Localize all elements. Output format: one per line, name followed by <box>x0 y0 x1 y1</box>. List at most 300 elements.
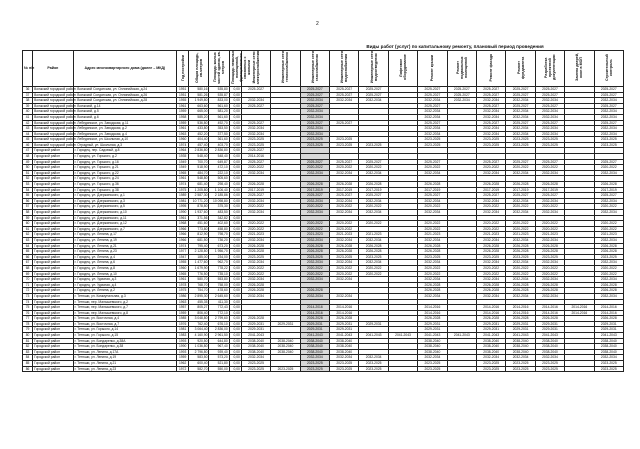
row-district: Городской район <box>33 260 74 266</box>
row-address: г. Тетюши, ул. Восточная, д.4 <box>73 316 176 322</box>
row-living-area: 377,50 <box>209 131 229 137</box>
row-nonliving-area: 0,00 <box>229 299 241 305</box>
row-work-13: 2025-2027 <box>594 193 623 199</box>
row-work-7: 2029-2031 <box>418 327 447 333</box>
row-work-13: 2023-2025 <box>594 254 623 260</box>
row-work-7: 2032-2034 <box>418 210 447 216</box>
row-total-area: 185,00 <box>189 254 209 260</box>
row-address: г. Лебедянское, ул. Заводская, д.4 <box>73 131 176 137</box>
row-work-1: 2029-2031 <box>241 321 270 327</box>
row-work-2: 2029-2031 <box>271 321 300 327</box>
row-work-3: 2020-2022 <box>300 221 329 227</box>
row-district: Городской район <box>33 176 74 182</box>
row-year: 1955 <box>177 260 189 266</box>
row-number: 80 <box>23 333 33 339</box>
row-work-13: 2032-2034 <box>594 210 623 216</box>
row-district: Городской район <box>33 271 74 277</box>
row-total-area: 451,60 <box>189 221 209 227</box>
row-work-10: 2026-2028 <box>506 316 535 322</box>
row-year: 1976 <box>177 321 189 327</box>
row-work-1: 2023-2025 <box>241 361 270 367</box>
row-year: 1978 <box>177 282 189 288</box>
row-work-11: 2041-2043 <box>535 333 564 339</box>
row-living-area: 2 185,86 <box>209 193 229 199</box>
row-work-2: 2023-2025 <box>271 366 300 372</box>
row-nonliving-area: 0,00 <box>229 159 241 165</box>
row-living-area: 234,00 <box>209 254 229 260</box>
row-year: 1959 <box>177 109 189 115</box>
row-work-1: 2026-2028 <box>241 182 270 188</box>
row-living-area: 772,43 <box>209 305 229 311</box>
row-work-3: 2032-2034 <box>300 98 329 104</box>
row-work-7: 2032-2034 <box>418 237 447 243</box>
row-work-10: 2026-2028 <box>506 243 535 249</box>
row-living-area: 550,00 <box>209 366 229 372</box>
row-work-11: 2026-2028 <box>535 288 564 294</box>
row-living-area: 673,20 <box>209 243 229 249</box>
row-district: Городской район <box>33 299 74 305</box>
row-work-13: 2020-2022 <box>594 165 623 171</box>
row-work-10: 2020-2022 <box>506 165 535 171</box>
row-work-13: 2026-2028 <box>594 316 623 322</box>
row-living-area: 10 098,80 <box>209 198 229 204</box>
row-work-13: 2032-2034 <box>594 293 623 299</box>
row-number: 86 <box>23 366 33 372</box>
row-living-area: 548,40 <box>209 154 229 160</box>
row-work-11: 2025-2027 <box>535 120 564 126</box>
row-work-13: 2023-2025 <box>594 366 623 372</box>
row-district: Городской район <box>33 366 74 372</box>
row-work-10: 2025-2027 <box>506 159 535 165</box>
row-address: г. Волжский Солдатская, ул. Оллинийская, д.24 <box>73 86 176 92</box>
row-living-area: 561,60 <box>209 114 229 120</box>
row-work-7: 2032-2034 <box>418 355 447 361</box>
row-address: г. Городец, ул. Горького, д.36 <box>73 182 176 188</box>
row-work-10: 2032-2034 <box>506 114 535 120</box>
row-work-5: 2023-2025 <box>359 254 388 260</box>
row-total-area: 773,80 <box>189 226 209 232</box>
row-work-12 <box>565 366 594 372</box>
row-address: г. Городец, ул. Горького, д.24 <box>73 176 176 182</box>
row-year: 1974 <box>177 182 189 188</box>
row-nonliving-area: 0,00 <box>229 109 241 115</box>
row-work-4: 2023-2025 <box>330 361 359 367</box>
row-work-2: 2038-2040 <box>271 349 300 355</box>
row-work-9: 2032-2034 <box>477 98 506 104</box>
row-year: 1985 <box>177 316 189 322</box>
row-total-area: 1 477,60 <box>189 260 209 266</box>
row-work-3: 2023-2025 <box>300 254 329 260</box>
row-work-7: 2032-2034 <box>418 98 447 104</box>
row-number: 65 <box>23 249 33 255</box>
row-work-5: 2023-2025 <box>359 366 388 372</box>
row-number: 52 <box>23 176 33 182</box>
row-work-11: 2020-2022 <box>535 226 564 232</box>
row-address: г. Городец, ул. Дзержинского, д.10 <box>73 210 176 216</box>
row-work-7: 2038-2040 <box>418 344 447 350</box>
row-work-9: 2020-2022 <box>477 271 506 277</box>
row-work-10: 2032-2034 <box>506 277 535 283</box>
row-work-9: 2038-2040 <box>477 338 506 344</box>
row-work-10: 2029-2031 <box>506 321 535 327</box>
row-district: Городской район <box>33 226 74 232</box>
row-work-11: 2026-2028 <box>535 316 564 322</box>
row-district: Городской район <box>33 182 74 188</box>
row-work-5: 2032-2034 <box>359 355 388 361</box>
row-district: Городской район <box>33 288 74 294</box>
row-year: 1981 <box>177 327 189 333</box>
row-number: 83 <box>23 349 33 355</box>
row-total-area: 404,40 <box>189 137 209 143</box>
row-year: 1966 <box>177 232 189 238</box>
row-work-13: 2032-2034 <box>594 114 623 120</box>
row-total-area: 582,70 <box>189 366 209 372</box>
row-work-13: 2038-2040 <box>594 338 623 344</box>
row-total-area: 1 937,60 <box>189 210 209 216</box>
row-address: г. Тетюши, пер. Малышевского, д.7 <box>73 305 176 311</box>
row-work-9: 2026-2028 <box>477 243 506 249</box>
row-total-area: 4 160,90 <box>189 333 209 339</box>
row-living-area: 458,80 <box>209 226 229 232</box>
row-total-area: 2 836,80 <box>189 148 209 154</box>
row-address: г. Городец, ул. Ленина, д.2 <box>73 288 176 294</box>
row-living-area: 553,80 <box>209 277 229 283</box>
row-year: 1993 <box>177 349 189 355</box>
row-work-12: 2014-2016 <box>565 305 594 311</box>
row-number: 78 <box>23 321 33 327</box>
row-nonliving-area: 0,00 <box>229 310 241 316</box>
row-work-11: 2025-2027 <box>535 193 564 199</box>
row-address: г. Тетюши, ул. Ленина, д.19 <box>73 355 176 361</box>
row-work-10: 2023-2025 <box>506 366 535 372</box>
row-number: 61 <box>23 226 33 232</box>
row-work-3: 2014-2016 <box>300 305 329 311</box>
row-work-3: 2032-2034 <box>300 109 329 115</box>
row-work-13: 2025-2027 <box>594 120 623 126</box>
row-work-5: 2025-2027 <box>359 86 388 92</box>
row-work-5: 2026-2028 <box>359 182 388 188</box>
row-number: 74 <box>23 299 33 305</box>
row-work-4: 2021-2023 <box>330 232 359 238</box>
header-row <box>23 51 624 87</box>
row-work-9: 2032-2034 <box>477 114 506 120</box>
row-living-area: 967,40 <box>209 344 229 350</box>
row-district: Волжский городской район <box>34 120 76 125</box>
row-work-9: 2014-2016 <box>477 305 506 311</box>
row-work-9: 2017-2019 <box>477 187 506 193</box>
row-district: Городской район <box>33 187 74 193</box>
row-work-13: 2032-2034 <box>594 355 623 361</box>
row-work-1: 2038-2040 <box>241 349 270 355</box>
row-work-7: 2023-2025 <box>418 142 447 148</box>
row-work-1: 2023-2025 <box>241 366 270 372</box>
row-work-11: 2023-2025 <box>535 142 564 148</box>
row-year: 1949 <box>177 159 189 165</box>
row-address: г. Городец, ул. Дзержинского, д.12 <box>73 221 176 227</box>
row-work-3: 2025-2027 <box>300 159 329 165</box>
row-year: 1965 <box>177 271 189 277</box>
row-work-7: 2021-2023 <box>418 232 447 238</box>
row-year: 1993 <box>177 338 189 344</box>
row-work-4: 2025-2027 <box>330 86 359 92</box>
row-total-area: 1 949,80 <box>189 98 209 104</box>
row-work-7: 2025-2027 <box>418 120 447 126</box>
row-living-area: 833,00 <box>209 98 229 104</box>
row-work-7: 2032-2034 <box>418 293 447 299</box>
row-year: 1958 <box>177 114 189 120</box>
col-header-work-13: Строительный контроль <box>594 51 623 87</box>
col-header-work-9: Ремонт фасада <box>477 51 506 87</box>
row-work-10: 2029-2031 <box>506 327 535 333</box>
row-number: 54 <box>23 187 33 193</box>
row-district: Городской район <box>33 232 74 238</box>
row-work-11: 2032-2034 <box>535 277 564 283</box>
row-work-11: 2038-2040 <box>535 349 564 355</box>
row-living-area: 1 956,70 <box>209 249 229 255</box>
col-header-living-area: Площадь жилых частей здания, кв. метров <box>209 51 229 87</box>
row-work-7: 2032-2034 <box>418 131 447 137</box>
row-work-3: 2029-2031 <box>300 327 329 333</box>
row-number: 76 <box>23 310 33 316</box>
row-total-area: 812,90 <box>189 232 209 238</box>
row-address: г. Городец, ул. Горького, д.2 <box>73 154 176 160</box>
row-work-4: 2029-2031 <box>330 321 359 327</box>
row-work-10: 2025-2027 <box>506 103 535 109</box>
row-living-area: 505,60 <box>209 176 229 182</box>
row-year: 1986 <box>177 293 189 299</box>
row-work-3: 2025-2027 <box>300 193 329 199</box>
row-work-7: 2014-2016 <box>418 310 447 316</box>
row-address: г. Городец, ул. Дзержинского, д.11 <box>73 215 176 221</box>
row-work-9: 2032-2034 <box>477 260 506 266</box>
row-work-9: 2025-2027 <box>477 193 506 199</box>
row-work-7: 2020-2022 <box>418 265 447 271</box>
row-number: 68 <box>23 265 33 271</box>
row-work-7: 2032-2034 <box>418 198 447 204</box>
col-header-district: Район <box>33 51 74 87</box>
row-number: 62 <box>23 232 33 238</box>
row-district: Городской район <box>33 355 74 361</box>
row-work-11: 2032-2034 <box>535 293 564 299</box>
row-work-9: 2032-2034 <box>477 293 506 299</box>
row-work-8 <box>447 366 476 372</box>
row-address: г. Городец, ул. Горького, д.22 <box>73 170 176 176</box>
row-district: Городской район <box>33 333 74 339</box>
row-work-4: 2023-2025 <box>330 137 359 143</box>
row-work-9: 2032-2034 <box>477 210 506 216</box>
row-total-area: 600,40 <box>189 361 209 367</box>
row-district: Городской район <box>33 344 74 350</box>
row-year: 1961 <box>177 176 189 182</box>
row-work-4: 2032-2034 <box>330 170 359 176</box>
row-work-13: 2020-2022 <box>594 221 623 227</box>
row-work-3: 2032-2034 <box>300 114 329 120</box>
row-work-1: 2032-2034 <box>241 260 270 266</box>
row-living-area: 375,30 <box>209 204 229 210</box>
row-work-1: 2014-2016 <box>241 154 270 160</box>
row-nonliving-area: 0,00 <box>229 120 241 126</box>
row-work-10: 2020-2022 <box>506 226 535 232</box>
row-year: 1961 <box>177 215 189 221</box>
row-work-13: 2026-2028 <box>594 243 623 249</box>
row-district: Городской район <box>33 338 74 344</box>
row-nonliving-area: 0,00 <box>229 260 241 266</box>
row-work-4: 2032-2034 <box>330 277 359 283</box>
row-work-4: 2020-2022 <box>330 265 359 271</box>
row-work-7: 2026-2028 <box>418 243 447 249</box>
row-work-5: 2025-2027 <box>359 92 388 98</box>
row-number: 59 <box>23 215 33 221</box>
row-address: г. Городец, ул. Горького, д.16 <box>73 159 176 165</box>
row-work-9: 2025-2027 <box>477 92 506 98</box>
row-work-3: 2025-2027 <box>300 92 329 98</box>
row-work-1: 2032-2034 <box>241 210 270 216</box>
row-nonliving-area: 0,00 <box>229 221 241 227</box>
row-work-9: 2020-2022 <box>477 265 506 271</box>
row-work-13: 2025-2027 <box>594 159 623 165</box>
row-living-area: 472,10 <box>209 165 229 171</box>
row-year: 1949 <box>177 165 189 171</box>
row-total-area: 3 048,80 <box>189 316 209 322</box>
row-work-1: 2023-2025 <box>241 142 270 148</box>
row-nonliving-area: 0,00 <box>229 293 241 299</box>
row-work-10: 2023-2025 <box>506 254 535 260</box>
row-work-11: 2032-2034 <box>535 170 564 176</box>
row-work-9: 2032-2034 <box>477 277 506 283</box>
row-number: 47 <box>23 148 33 154</box>
row-work-1: 2032-2034 <box>241 131 270 137</box>
row-number: 72 <box>23 288 33 294</box>
row-address: г. Тетюши, пер. Малышевского, д.8 <box>73 310 176 316</box>
row-year: 1974 <box>177 142 189 148</box>
row-work-7: 2020-2022 <box>418 226 447 232</box>
row-address: г. Лебедянское, ул. Заводская, д.11 <box>73 120 176 126</box>
row-district: Городской район <box>33 282 74 288</box>
row-number: 38 <box>23 98 33 104</box>
row-nonliving-area: 0,00 <box>229 137 241 143</box>
row-number: 44 <box>23 131 33 137</box>
row-number: 64 <box>23 243 33 249</box>
row-nonliving-area: 0,00 <box>229 288 241 294</box>
row-district: Городской район <box>33 265 74 271</box>
row-work-3: 2032-2034 <box>300 355 329 361</box>
row-year: 1959 <box>177 355 189 361</box>
row-work-4: 2032-2034 <box>330 355 359 361</box>
row-work-10: 2014-2016 <box>506 305 535 311</box>
row-total-area: 2 587,30 <box>189 193 209 199</box>
row-work-3: 2026-2028 <box>300 182 329 188</box>
row-work-3: 2032-2034 <box>300 260 329 266</box>
row-work-7: 2038-2040 <box>418 338 447 344</box>
row-work-7: 2025-2027 <box>418 92 447 98</box>
row-work-13: 2020-2022 <box>594 226 623 232</box>
row-living-area: 342,82 <box>209 215 229 221</box>
col-header-nonliving-area: Площадь нежилых помещений, функционально связанных с жилыми <box>230 50 251 85</box>
row-district: Городской район <box>33 321 74 327</box>
row-work-13: 2014-2016 <box>594 305 623 311</box>
row-living-area: 735,10 <box>209 271 229 277</box>
row-district: Волжский городской район <box>34 86 76 91</box>
row-address: г. Волжский, д.14 <box>73 103 176 109</box>
row-district: Волжский городской район <box>34 109 76 114</box>
row-work-13: 2025-2027 <box>594 92 623 98</box>
row-work-8: 2025-2027 <box>447 86 476 92</box>
row-living-area: 353,50 <box>209 126 229 132</box>
row-work-3: 2026-2028 <box>300 316 329 322</box>
row-number: 40 <box>23 109 33 115</box>
row-district: Городской район <box>33 316 74 322</box>
row-work-9: 2020-2022 <box>477 165 506 171</box>
row-district: Городской район <box>33 198 74 204</box>
row-work-4: 2025-2027 <box>330 120 359 126</box>
row-work-13: 2017-2019 <box>594 187 623 193</box>
row-work-4: 2017-2019 <box>330 187 359 193</box>
row-district: Городской район <box>33 349 74 355</box>
row-address: г. Лебедянское, ул. Заводская, д.2 <box>73 126 176 132</box>
row-work-1: 2032-2034 <box>241 277 270 283</box>
row-nonliving-area: 0,00 <box>229 210 241 216</box>
row-address: г. Волжский, д.6 <box>73 114 176 120</box>
row-total-area: 754,70 <box>189 288 209 294</box>
row-work-4: 2026-2028 <box>330 316 359 322</box>
row-work-11: 2021-2023 <box>535 232 564 238</box>
row-work-3: 2032-2034 <box>300 210 329 216</box>
row-total-area: 2 796,80 <box>189 349 209 355</box>
row-number: 45 <box>23 137 33 143</box>
row-living-area: 2 836,80 <box>209 148 229 154</box>
row-work-13: 2026-2028 <box>594 288 623 294</box>
row-living-area: 403,70 <box>209 142 229 148</box>
capital-repair-table <box>22 50 624 372</box>
row-work-13: 2014-2016 <box>594 310 623 316</box>
row-work-3: 2020-2022 <box>300 204 329 210</box>
row-work-9: 2032-2034 <box>477 126 506 132</box>
row-nonliving-area: 0,00 <box>229 249 241 255</box>
row-work-5: 2020-2022 <box>359 271 388 277</box>
row-living-area: 644,80 <box>209 338 229 344</box>
row-work-10: 2026-2028 <box>506 288 535 294</box>
table-row <box>23 366 624 372</box>
row-year: 1972 <box>177 366 189 372</box>
row-work-3: 2026-2028 <box>300 288 329 294</box>
row-number: 70 <box>23 277 33 283</box>
row-district: Волжский городской район <box>34 137 76 142</box>
row-work-7: 2026-2028 <box>418 249 447 255</box>
row-work-13: 2032-2034 <box>594 277 623 283</box>
row-total-area: 580,16 <box>189 86 209 92</box>
row-district: Волжский городской район <box>34 126 76 131</box>
row-work-13: 2020-2022 <box>594 204 623 210</box>
row-work-1: 2026-2028 <box>241 243 270 249</box>
row-living-area: 581,20 <box>209 109 229 115</box>
row-work-13: 2029-2031 <box>594 321 623 327</box>
row-work-7: 2020-2022 <box>418 165 447 171</box>
row-address: г. Городец, ул. Дзержинского, д.3 <box>73 198 176 204</box>
row-work-11: 2038-2040 <box>535 344 564 350</box>
col-header-work-11: Разработка проектной документации <box>535 51 564 87</box>
row-number: 56 <box>23 198 33 204</box>
row-nonliving-area: 0,00 <box>229 187 241 193</box>
row-work-3: 2038-2040 <box>300 338 329 344</box>
row-work-1: 2032-2034 <box>241 293 270 299</box>
row-nonliving-area: 0,00 <box>229 254 241 260</box>
row-living-area: 778,22 <box>209 265 229 271</box>
row-nonliving-area: 0,00 <box>229 361 241 367</box>
row-address: г. Городец, ул. Дзержинского, д.5 <box>73 204 176 210</box>
row-work-9: 2021-2023 <box>477 232 506 238</box>
row-work-7: 2032-2034 <box>418 170 447 176</box>
row-work-10: 2032-2034 <box>506 109 535 115</box>
